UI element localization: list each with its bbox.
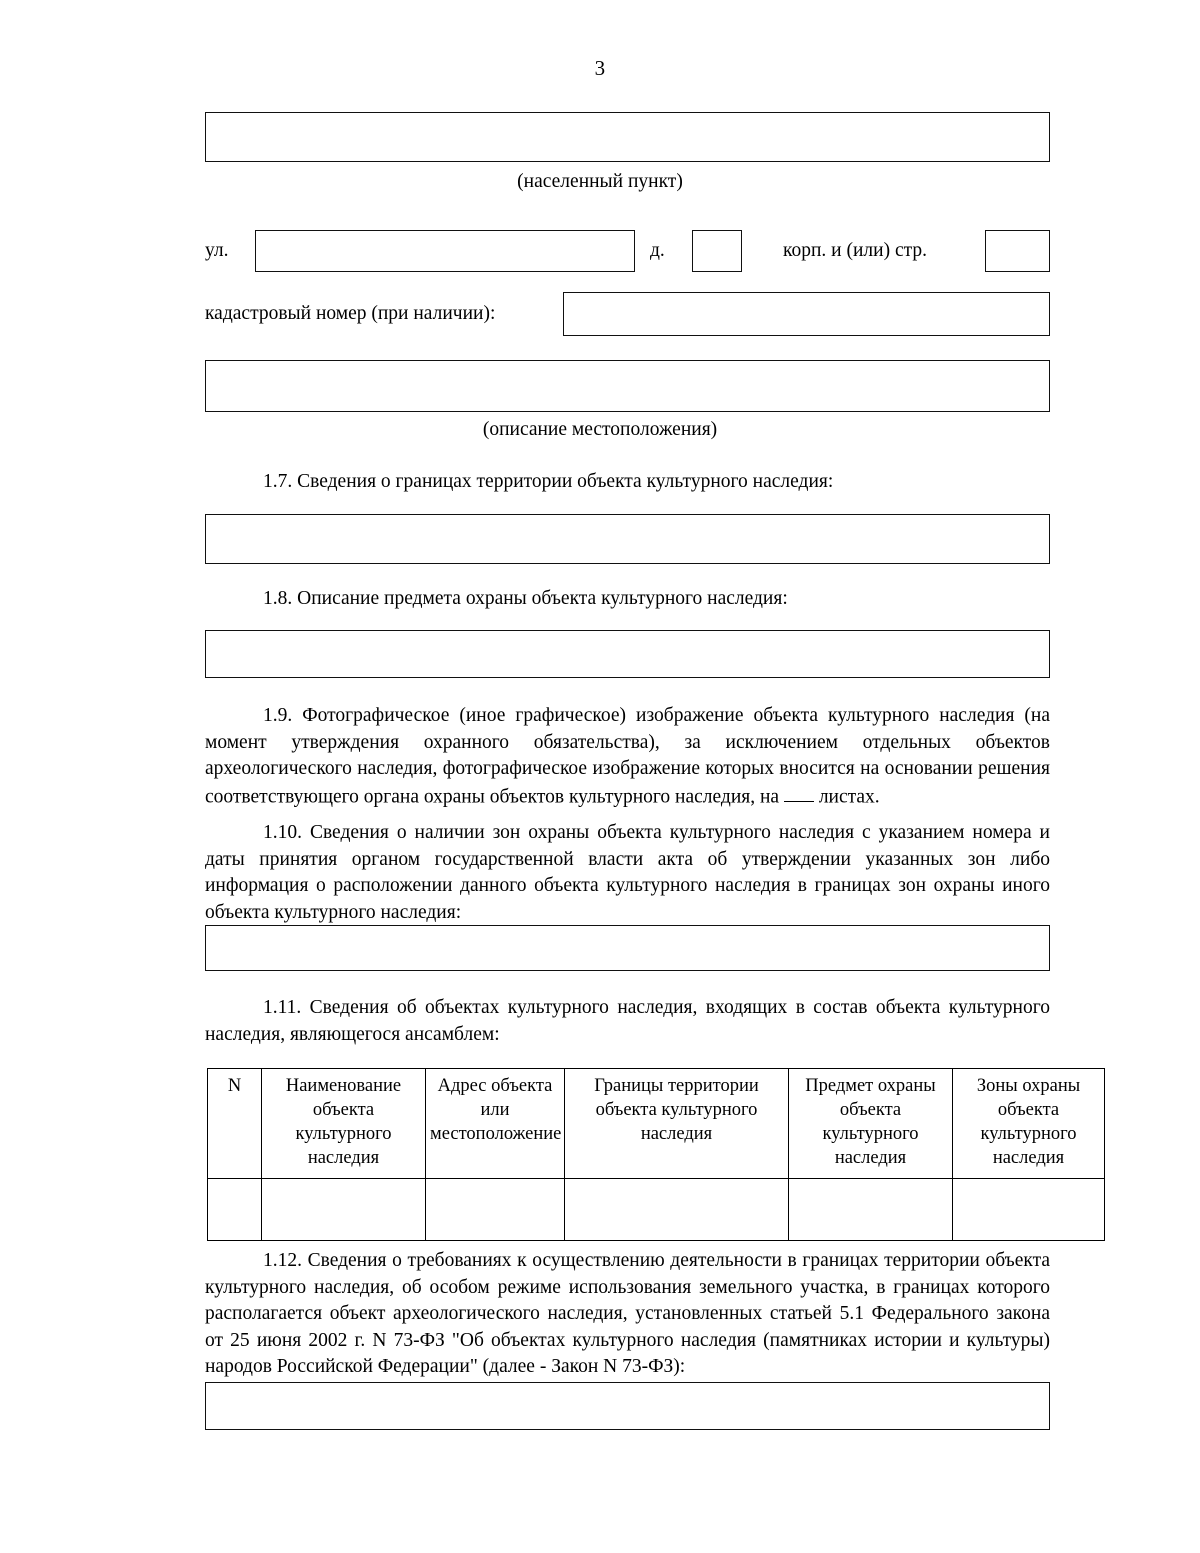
section-1-12-paragraph: 1.12. Сведения о требованиях к осуществлению деятельности в границах территории объекта культурного наследия, об особом режиме использования земельного участка, в границах которого располагается объект археологического наследия, установленных статьей 5.1 Федерального закона от 25 июня 2002 г. N 73-ФЗ "Об объектах культурного наследия (памятниках истории и культуры) народов Российской Федерации" (далее - Закон N 73-ФЗ): <box>205 1250 1050 1377</box>
cell-protection-subject[interactable] <box>789 1179 953 1241</box>
section-1-12-input[interactable] <box>205 1382 1050 1430</box>
section-1-9-text-after: листах. <box>813 786 880 808</box>
page-number: 3 <box>594 56 606 80</box>
building-input[interactable] <box>985 230 1050 272</box>
table-body <box>208 1179 1105 1241</box>
cadastral-input[interactable] <box>563 292 1050 336</box>
settlement-input[interactable] <box>205 112 1050 162</box>
cell-number[interactable] <box>208 1179 262 1241</box>
cell-object-name[interactable] <box>262 1179 426 1241</box>
table-head <box>208 1069 1105 1179</box>
column-header-protection-zones: Зоны охраны объекта культурного наследия <box>953 1069 1105 1179</box>
column-header-address: Адрес объекта или местоположение <box>426 1069 565 1179</box>
cell-address[interactable] <box>426 1179 565 1241</box>
section-1-10-paragraph: 1.10. Сведения о наличии зон охраны объекта культурного наследия с указанием номера и даты принятия органом государственной власти акта об утверждении указанных зон либо информация о расположении данного объекта культурного наследия в границах зон охраны иного объекта культурного наследия: <box>205 822 1050 923</box>
section-1-10-input[interactable] <box>205 925 1050 971</box>
address-row <box>205 228 1050 274</box>
location-description-caption: (описание местоположения) <box>482 419 718 440</box>
location-description-input[interactable] <box>205 360 1050 412</box>
section-1-7-heading: 1.7. Сведения о границах территории объекта культурного наследия: <box>263 471 834 492</box>
house-input[interactable] <box>692 230 742 272</box>
column-header-protection-subject: Предмет охраны объекта культурного наследия <box>789 1069 953 1179</box>
street-input[interactable] <box>255 230 635 272</box>
section-1-8-heading: 1.8. Описание предмета охраны объекта культурного наследия: <box>263 588 788 609</box>
table-row <box>208 1179 1105 1241</box>
cell-protection-zones[interactable] <box>953 1179 1105 1241</box>
building-label: корп. и (или) стр. <box>783 240 927 261</box>
column-header-territory-borders: Границы территории объекта культурного наследия <box>565 1069 789 1179</box>
section-1-8-input[interactable] <box>205 630 1050 678</box>
street-label: ул. <box>205 240 229 261</box>
section-1-9-paragraph <box>205 703 1050 811</box>
section-1-11-paragraph: 1.11. Сведения об объектах культурного наследия, входящих в состав объекта культурного наследия, являющегося ансамблем: <box>205 997 1050 1045</box>
column-header-number: N <box>208 1069 262 1179</box>
ensemble-objects-table <box>207 1068 1105 1241</box>
house-label: д. <box>650 240 665 261</box>
section-1-7-input[interactable] <box>205 514 1050 564</box>
settlement-caption: (населенный пункт) <box>517 171 683 192</box>
cadastral-label: кадастровый номер (при наличии): <box>205 303 496 324</box>
column-header-object-name: Наименование объекта культурного наследия <box>262 1069 426 1179</box>
section-1-9-sheets-blank[interactable] <box>784 783 814 803</box>
cell-territory-borders[interactable] <box>565 1179 789 1241</box>
section-1-9-text-before: 1.9. Фотографическое (иное графическое) изображение объекта культурного наследия (на момент утверждения охранного обязательства), за исключением отдельных объектов археологического наследия, фотографическое изображение которых вносится на основании решения соответствующего органа охраны объектов культурного наследия, на <box>205 705 1050 808</box>
table-header-row <box>208 1069 1105 1179</box>
cadastral-row <box>205 290 1050 338</box>
